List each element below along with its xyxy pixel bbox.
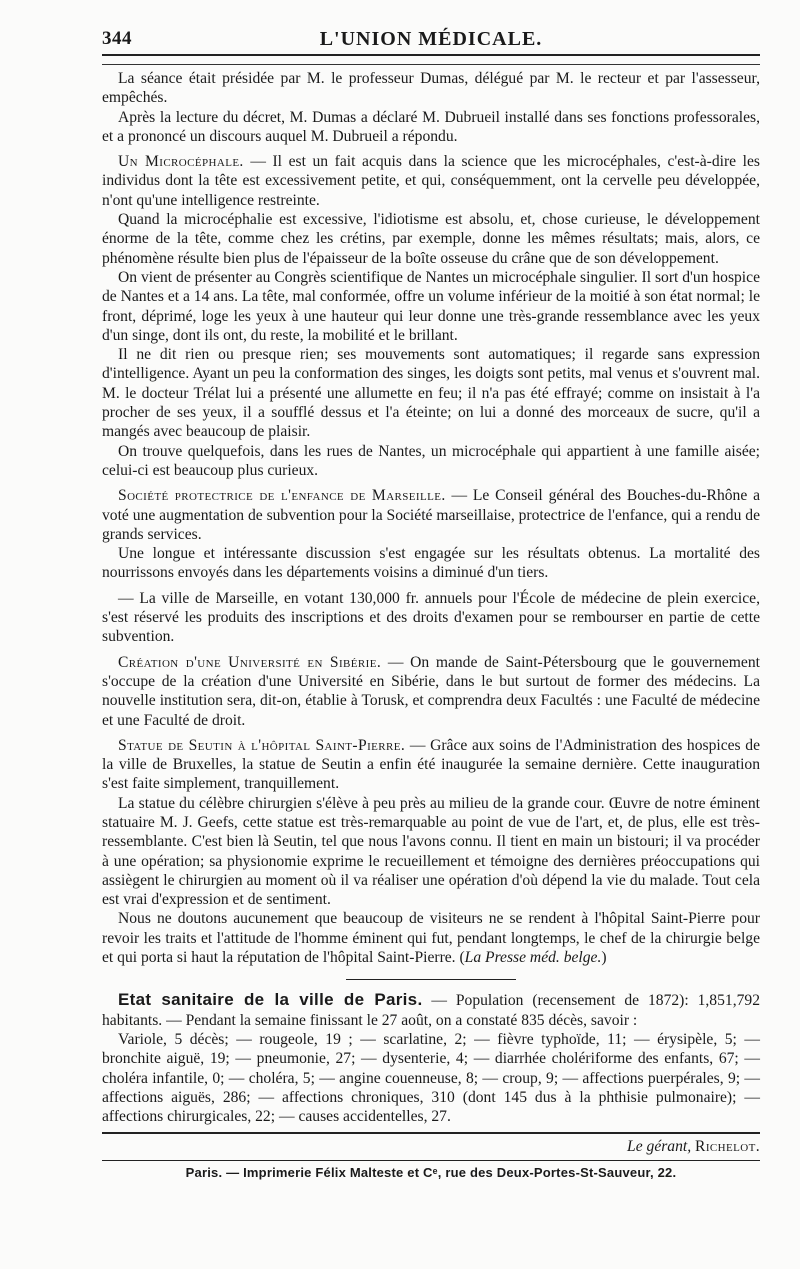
paragraph-microcephalie: Quand la microcéphalie est excessive, l'idiotisme est absolu, et, chose curieuse, le développement énorme de la tête, comme chez les crétins, par exemple, donne les mêmes résultats; mais, alors, ce phénomène résulte bien plus de l'épaisseur de la boîte osseuse du crâne que de son développement.	[102, 211, 760, 267]
paragraph-etat-sanitaire	[102, 990, 760, 1030]
etat-sanitaire-text: — Population (recensement de 1872): 1,851,792 habitants. — Pendant la semaine finissant le 27 août, on a constaté 835 décès, savoir :	[102, 992, 760, 1029]
paragraph-nantes: On trouve quelquefois, dans les rues de Nantes, un microcéphale qui appartient à une famille aisée; celui-ci est beaucoup plus curieux.	[102, 442, 760, 479]
section-separator	[346, 979, 516, 980]
section-heading-societe: Société protectrice de l'enfance de Marseille.	[118, 487, 446, 505]
paragraph-visiteurs-text: Nous ne doutons aucunement que beaucoup de visiteurs ne se rendent à l'hôpital Saint-Pierre pour revoir les traits et l'attitude de l'homme éminent qui fut, pendant longtemps, le chef de la chirurgie belge et qui porta si haut la réputation de l'hôpital Saint-Pierre. (	[102, 910, 760, 967]
header-rule	[102, 64, 760, 65]
page-number: 344	[102, 28, 132, 49]
paragraph-microcephale-text: — Il est un fait acquis dans la science que les microcéphales, c'est-à-dire les individus dont la tête est excessivement petite, et qui, conséquemment, ont la cervelle peu développée, n'ont qu'une intelligence restreinte.	[102, 153, 760, 209]
source-citation-close: )	[601, 949, 607, 967]
paragraph-societe	[102, 486, 760, 544]
journal-title: L'UNION MÉDICALE.	[319, 28, 543, 50]
paragraph-microcephale	[102, 152, 760, 210]
paragraph-statue: La statue du célèbre chirurgien s'élève à peu près au milieu de la grande cour. Œuvre de notre éminent statuaire M. J. Geefs, cette statue est très-remarquable au point de vue de l'art, et, de plus, elle est très-ressemblante. C'est bien là Seutin, tel que nous l'avons connu. Il tient en main un bistouri; il va procéder à une opération; sa physionomie exprime le recueillement et témoigne des dernières préoccupations qui assiègent le chirurgien au moment où il va réaliser une opération d'où dépend la vie du malade. Tout cela est vrai d'expression et de sentiment.	[102, 794, 760, 909]
paragraph-seutin	[102, 736, 760, 794]
paragraph-visiteurs	[102, 909, 760, 967]
paragraph-discussion: Une longue et intéressante discussion s'est engagée sur les résultats obtenus. La mortalité des nourrissons envoyés dans les départements voisins a diminué d'un tiers.	[102, 545, 760, 582]
gerant-label: Le gérant,	[627, 1138, 692, 1156]
footer-rule-thin	[102, 1160, 760, 1161]
paragraph-seutin-text: — Grâce aux soins de l'Administration des hospices de la ville de Bruxelles, la statue de Seutin a enfin été inaugurée la semaine dernière. Cette inauguration s'est faite simplement, tranquillement.	[102, 736, 760, 793]
paragraph-siberie-text: — On mande de Saint-Pétersbourg que le gouvernement s'occupe de la création d'une Université en Sibérie, dans le but surtout de former des médecins. La nouvelle institution sera, dit-on, établie à Torusk, et comprendra deux Facultés : une Faculté de médecine et une Faculté de droit.	[102, 653, 760, 729]
etat-sanitaire-title: Etat sanitaire de la ville de Paris.	[118, 990, 423, 1010]
paragraph-mouvements: Il ne dit rien ou presque rien; ses mouvements sont automatiques; il regarde sans expression d'intelligence. Ayant un peu la conformation des singes, les doigts sont petits, mal venus et s'ouvrent mal. M. le docteur Trélat lui a présenté une allumette en feu; il n'a pas été effrayé; comme on insistait à l'a procher de ses yeux, il a soufflé dessus et l'a éteinte; on lui a donné des morceaux de sucre, qu'il a mangés avec beaucoup de plaisir.	[102, 346, 760, 441]
page-header	[102, 28, 760, 56]
paragraph-decret: Après la lecture du décret, M. Dumas a déclaré M. Dubrueil installé dans ses fonctions professorales, et a prononcé un discours auquel M. Dubrueil a répondu.	[102, 108, 760, 145]
footer-rule	[102, 1132, 760, 1134]
gerant-name: Richelot.	[695, 1138, 760, 1156]
paragraph-seance: La séance était présidée par M. le professeur Dumas, délégué par M. le recteur et par l'assesseur, empêchés.	[102, 70, 760, 107]
printer-imprint: Paris. — Imprimerie Félix Malteste et Cᵉ, rue des Deux-Portes-St-Sauveur, 22.	[185, 1165, 677, 1181]
paragraph-congres: On vient de présenter au Congrès scientifique de Nantes un microcéphale singulier. Il sort d'un hospice de Nantes et a 14 ans. La tête, mal conformée, offre un volume inférieur de la moitié à son état normal; le front, déprimé, loge les yeux à une hauteur qui leur donne une très-grande ressemblance avec les yeux d'un singe, dont ils ont, du reste, la mobilité et le brillant.	[102, 268, 760, 344]
paragraph-marseille: — La ville de Marseille, en votant 130,000 fr. annuels pour l'École de médecine de plein exercice, s'est réservé les produits des inscriptions et des droits d'examen pour se rembourser en partie de cette subvention.	[102, 589, 760, 646]
paragraph-societe-text: — Le Conseil général des Bouches-du-Rhône a voté une augmentation de subvention pour la Société marseillaise, protectrice de l'enfance, qui a rendu de grands services.	[102, 487, 760, 543]
gerant-signature	[102, 1136, 760, 1158]
source-citation: La Presse méd. belge.	[464, 949, 602, 967]
paragraph-causes-deces: Variole, 5 décès; — rougeole, 19 ; — scarlatine, 2; — fièvre typhoïde, 11; — érysipèle, 5; — bronchite aiguë, 19; — pneumonie, 27; — dysenterie, 4; — diarrhée cholériforme des enfants, 67; — choléra infantile, 0; — choléra, 5; — angine couenneuse, 8; — croup, 9; — affections puerpérales, 9; — affections aiguës, 286; — affections chroniques, 310 (dont 145 dus à la phthisie pulmonaire); — affections chirurgicales, 22; — causes accidentelles, 27.	[102, 1030, 760, 1126]
section-heading-microcephale: Un Microcéphale.	[118, 153, 244, 171]
paragraph-siberie	[102, 653, 760, 730]
section-heading-siberie: Création d'une Université en Sibérie.	[118, 653, 382, 671]
section-heading-seutin: Statue de Seutin à l'hôpital Saint-Pierre.	[118, 736, 406, 754]
